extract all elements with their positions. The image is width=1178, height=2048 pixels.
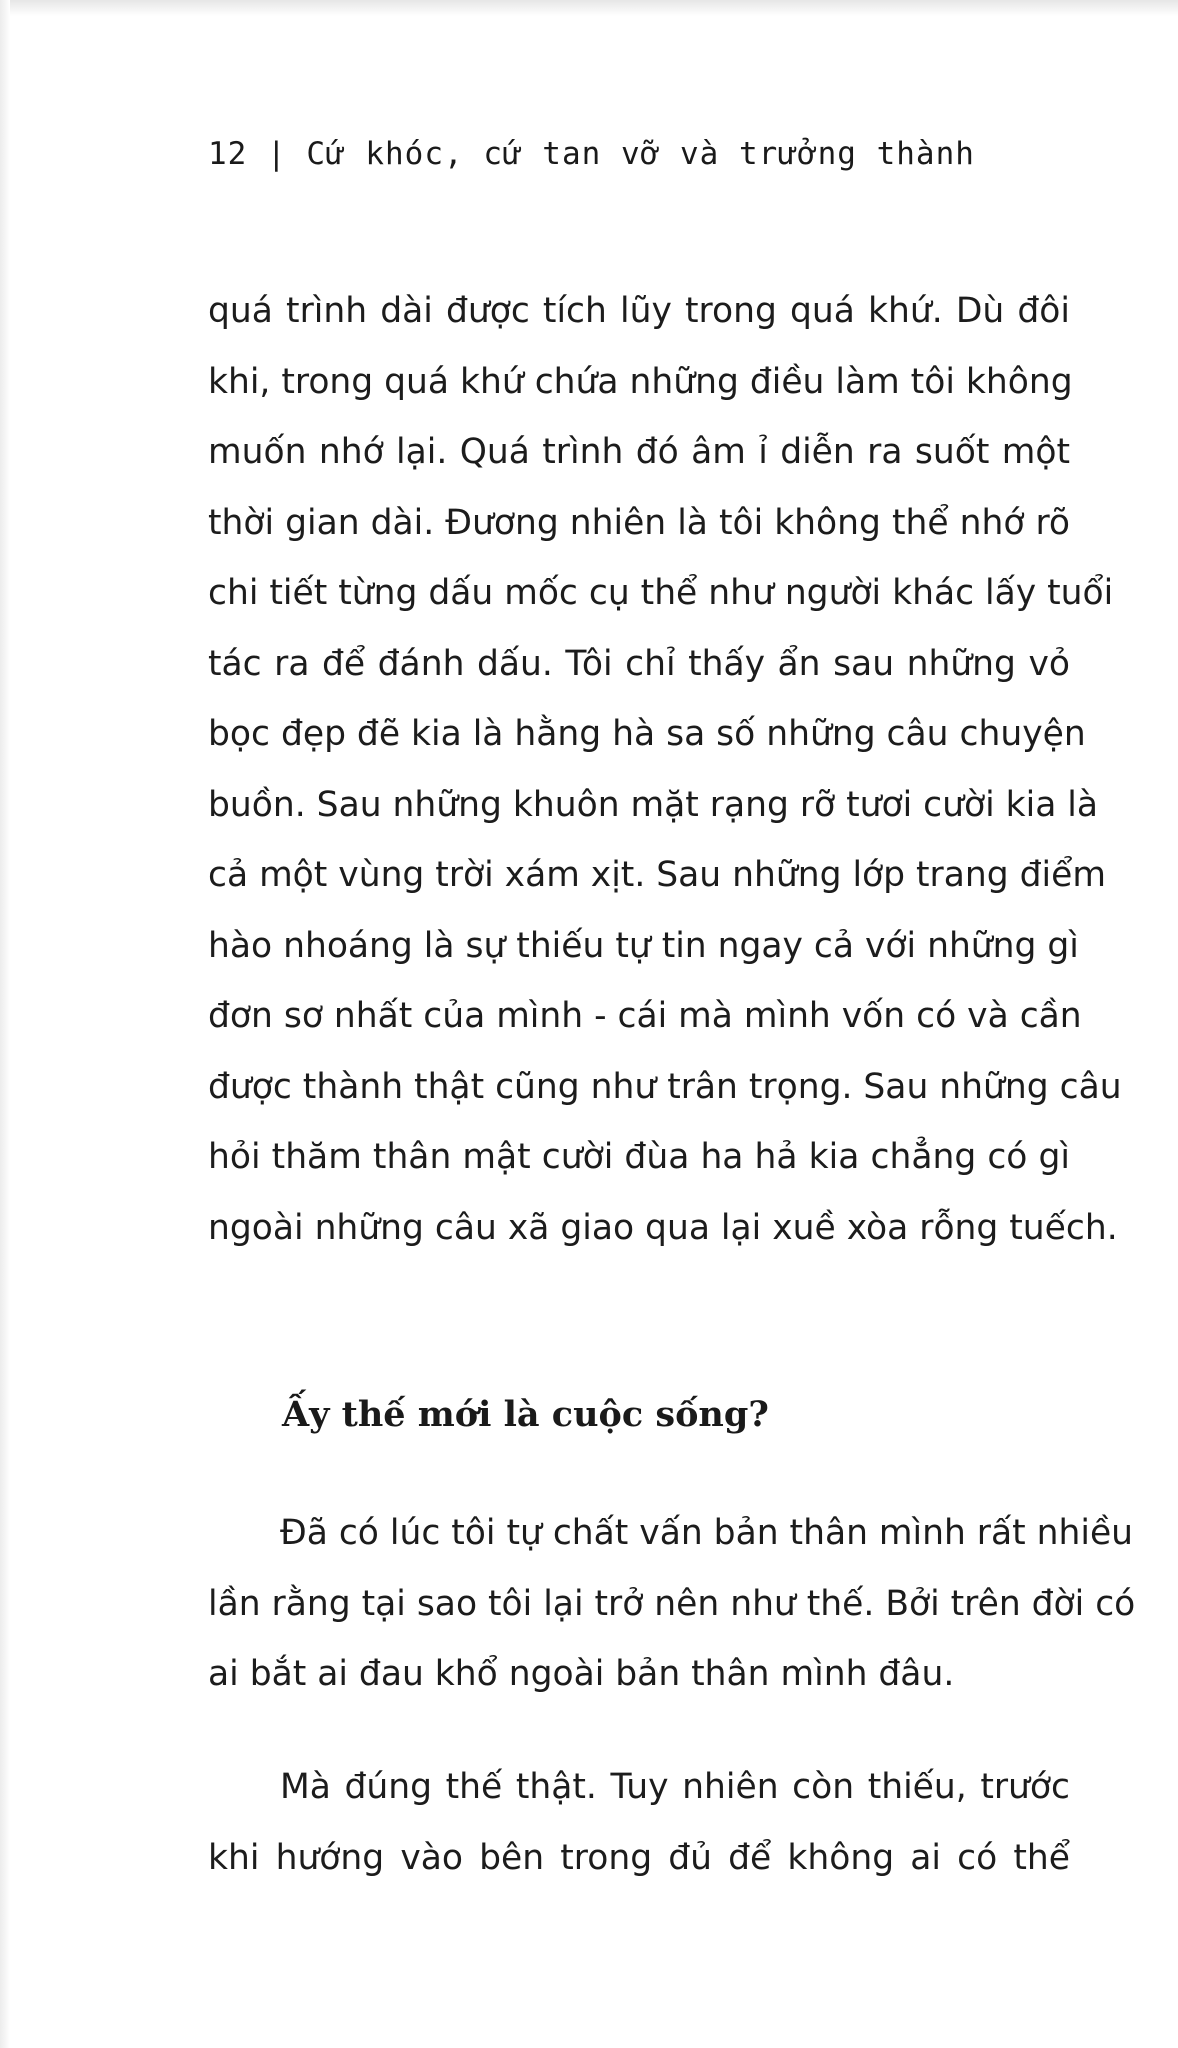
text-line: hỏi thăm thân mật cười đùa ha hả kia chẳng có gì [208, 1137, 1070, 1177]
text-line: quá trình dài được tích lũy trong quá khứ. Dù đôi [208, 291, 1070, 331]
text-line: chi tiết từng dấu mốc cụ thể như người khác lấy tuổi [208, 573, 1114, 613]
scan-edge-top [0, 0, 1178, 16]
text-line: hào nhoáng là sự thiếu tự tin ngay cả với những gì [208, 925, 1079, 966]
book-title: Cứ khóc, cứ tan vỡ và trưởng thành [306, 136, 975, 172]
paragraph-1 [208, 276, 1122, 1263]
text-line: ai bắt ai đau khổ ngoài bản thân mình đâu. [208, 1654, 955, 1694]
header-separator: | [267, 136, 287, 172]
text-line: đơn sơ nhất của mình - cái mà mình vốn có và cần [208, 996, 1082, 1036]
scan-edge-left [0, 0, 10, 2048]
running-header [208, 136, 975, 172]
text-line: thời gian dài. Đương nhiên là tôi không thể nhớ rõ [208, 502, 1070, 543]
text-line: buồn. Sau những khuôn mặt rạng rỡ tươi cười kia là [208, 784, 1099, 825]
text-line: ngoài những câu xã giao qua lại xuề xòa rỗng tuếch. [208, 1207, 1118, 1248]
text-line: Đã có lúc tôi tự chất vấn bản thân mình rất nhiều [280, 1513, 1134, 1553]
section-heading: Ấy thế mới là cuộc sống? [282, 1394, 769, 1435]
text-line: bọc đẹp đẽ kia là hằng hà sa số những câu chuyện [208, 714, 1086, 754]
page-number: 12 [208, 136, 248, 172]
text-line: Mà đúng thế thật. Tuy nhiên còn thiếu, trước [280, 1767, 1070, 1807]
paragraph-3 [208, 1752, 1070, 1893]
paragraph-2 [208, 1498, 1136, 1710]
text-line: cả một vùng trời xám xịt. Sau những lớp trang điểm [208, 855, 1106, 895]
text-line: tác ra để đánh dấu. Tôi chỉ thấy ẩn sau những vỏ [208, 643, 1070, 684]
text-line: được thành thật cũng như trân trọng. Sau những câu [208, 1066, 1122, 1107]
text-line: khi, trong quá khứ chứa những điều làm tôi không [208, 361, 1073, 402]
text-line: lần rằng tại sao tôi lại trở nên như thế. Bởi trên đời có [208, 1583, 1136, 1624]
text-line: khi hướng vào bên trong đủ để không ai có thể [208, 1837, 1070, 1878]
text-line: muốn nhớ lại. Quá trình đó âm ỉ diễn ra suốt một [208, 432, 1070, 472]
